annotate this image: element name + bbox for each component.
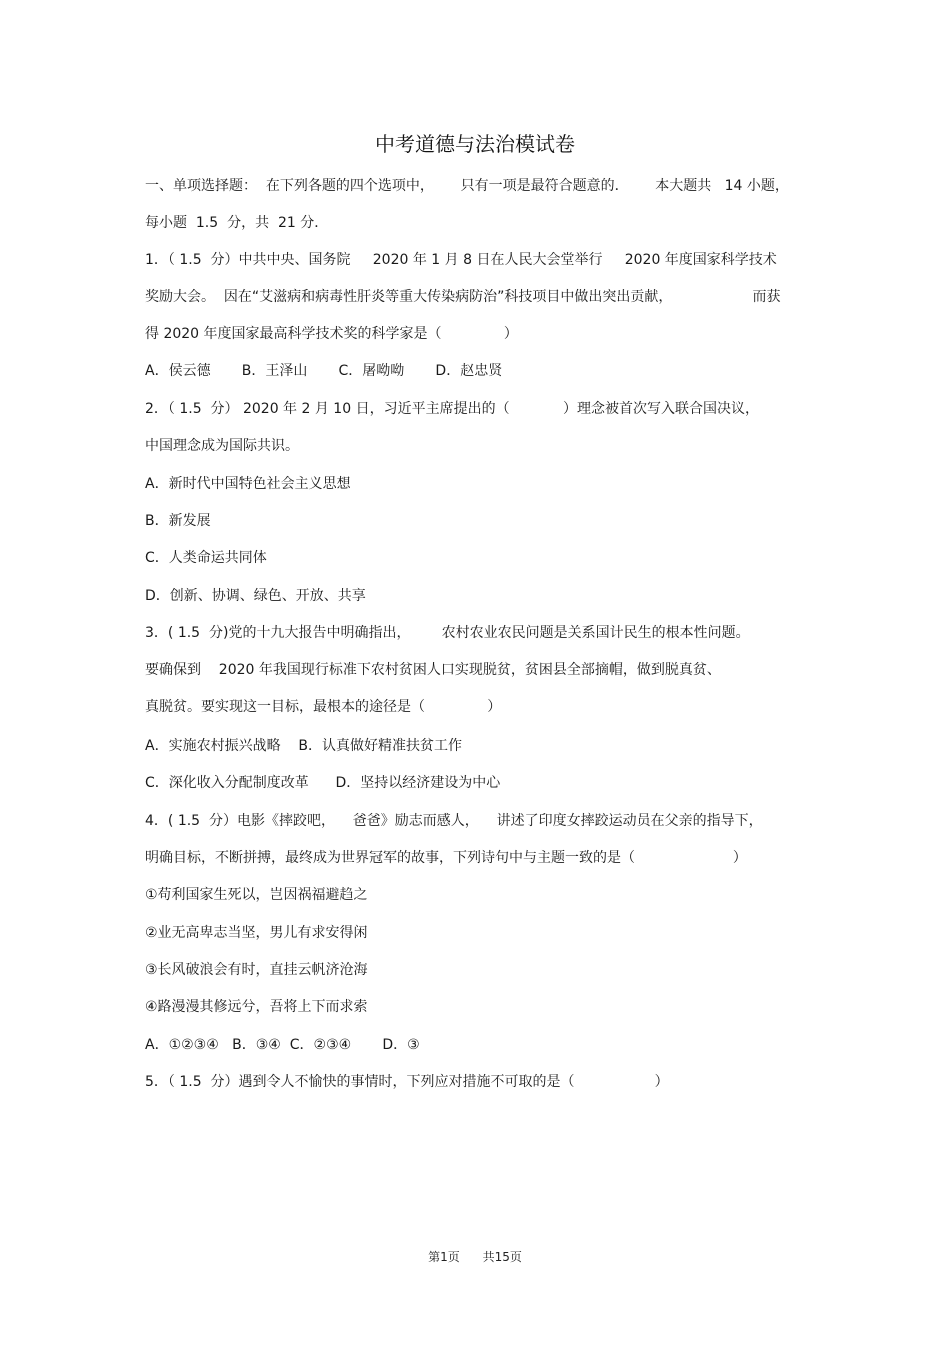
question-4-item-4: ④路漫漫其修远兮，吾将上下而求索 [145, 999, 368, 1015]
question-2-option-a: A．新时代中国特色社会主义思想 [145, 476, 351, 492]
question-1-line-2: 奖励大会。 因在“艾滋病和病毒性肝炎等重大传染病防治”科技项目中做出突出贡献， 而获 [145, 289, 781, 305]
question-4-item-3: ③长风破浪会有时，直挂云帆济沧海 [145, 962, 368, 978]
section-header-line-1: 一、单项选择题： 在下列各题的四个选项中， 只有一项是最符合题意的． 本大题共 14 小题， [145, 178, 789, 194]
question-5-line-1: 5．（ 1.5 分）遇到令人不愉快的事情时，下列应对措施不可取的是（ ） [145, 1074, 669, 1090]
question-1-options: A．侯云德 B．王泽山 C．屠呦呦 D．赵忠贤 [145, 363, 503, 379]
page-title: 中考道德与法治模试卷 [375, 132, 575, 156]
question-2-line-1: 2．（ 1.5 分） 2020 年 2 月 10 日，习近平主席提出的（ ）理念被首次写入联合国决议， [145, 401, 759, 417]
question-3-line-2: 要确保到 2020 年我国现行标准下农村贫困人口实现脱贫，贫困县全部摘帽，做到脱真贫、 [145, 662, 721, 678]
question-1-line-1: 1．（ 1.5 分）中共中央、国务院 2020 年 1 月 8 日在人民大会堂举行 2020 年度国家科学技术 [145, 252, 777, 268]
question-4-item-1: ①苟利国家生死以，岂因祸福避趋之 [145, 887, 368, 903]
question-4-item-2: ②业无高卑志当坚，男儿有求安得闲 [145, 925, 368, 941]
page-footer: 第1页 共15页 [428, 1250, 522, 1264]
question-2-line-2: 中国理念成为国际共识。 [145, 438, 299, 454]
question-3-line-1: 3．( 1.5 分)党的十九大报告中明确指出， 农村农业农民问题是关系国计民生的根本性问题。 [145, 625, 750, 641]
question-3-line-3: 真脱贫。要实现这一目标，最根本的途径是（ ） [145, 699, 502, 715]
section-header-line-2: 每小题 1.5 分，共 21 分． [145, 215, 329, 231]
question-4-options: A．①②③④ B．③④ C．②③④ D．③ [145, 1037, 420, 1053]
question-2-option-b: B．新发展 [145, 513, 211, 529]
question-3-options-cd: C．深化收入分配制度改革 D．坚持以经济建设为中心 [145, 775, 501, 791]
question-4-line-1: 4．( 1.5 分）电影《摔跤吧， 爸爸》励志而感人， 讲述了印度女摔跤运动员在父亲的指导下， [145, 813, 763, 829]
question-2-option-d: D．创新、协调、绿色、开放、共享 [145, 588, 366, 604]
question-4-line-2: 明确目标，不断拼搏，最终成为世界冠军的故事，下列诗句中与主题一致的是（ ） [145, 850, 747, 866]
question-2-option-c: C．人类命运共同体 [145, 550, 267, 566]
question-3-options-ab: A．实施农村振兴战略 B．认真做好精准扶贫工作 [145, 738, 462, 754]
question-1-line-3: 得 2020 年度国家最高科学技术奖的科学家是（ ） [145, 326, 518, 342]
